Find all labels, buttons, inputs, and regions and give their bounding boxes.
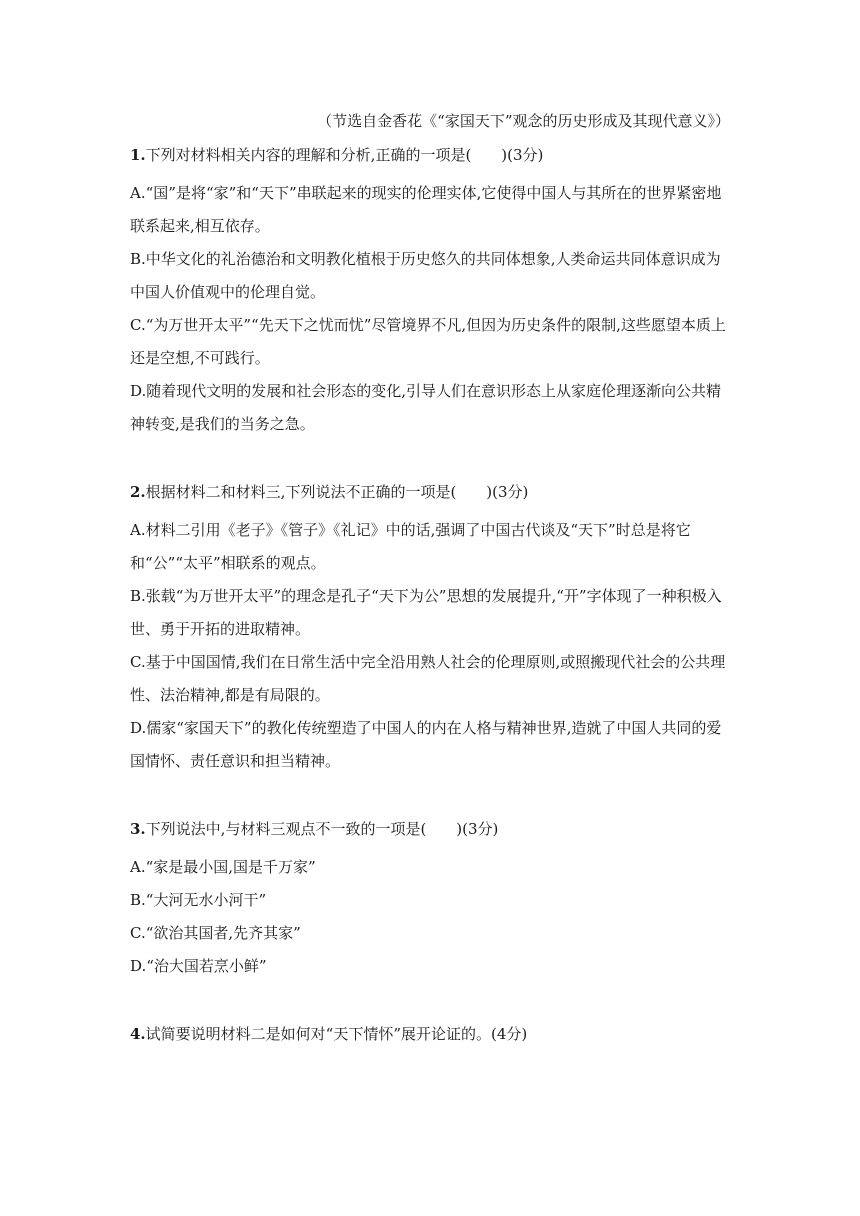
option-a: A.材料二引用《老子》《管子》《礼记》中的话,强调了中国古代谈及“天下”时总是将它和“公”“太平”相联系的观点。	[130, 521, 691, 572]
question-text: 下列说法中,与材料三观点不一致的一项是( )(3分)	[145, 820, 499, 838]
question-number: 1.	[130, 146, 146, 164]
option-b: B.张载“为万世开太平”的理念是孔子“天下为公”思想的发展提升,“开”字体现了一种积极入世、勇于开拓的进取精神。	[130, 587, 722, 638]
question-text: 下列对材料相关内容的理解和分析,正确的一项是( )(3分)	[145, 146, 544, 164]
option-c: C.“为万世开太平”“先天下之忧而忧”尽管境界不凡,但因为历史条件的限制,这些愿望本质上还是空想,不可践行。	[130, 316, 726, 367]
option-d: D.儒家“家国天下”的教化传统塑造了中国人的内在人格与精神世界,造就了中国人共同的爱国情怀、责任意识和担当精神。	[130, 719, 722, 770]
option-b: B.中华文化的礼治德治和文明教化植根于历史悠久的共同体想象,人类命运共同体意识成为中国人价值观中的伦理自觉。	[130, 250, 721, 301]
question-2	[130, 481, 730, 778]
option-d: D.随着现代文明的发展和社会形态的变化,引导人们在意识形态上从家庭伦理逐渐向公共精神转变,是我们的当务之急。	[130, 382, 722, 433]
source-citation: （节选自金香花《“家国天下”观念的历史形成及其现代意义》）	[317, 112, 730, 130]
option-c: C.基于中国国情,我们在日常生活中完全沿用熟人社会的伦理原则,或照搬现代社会的公共理性、法治精神,都是有局限的。	[130, 653, 726, 704]
question-stem	[130, 818, 730, 851]
question-stem	[130, 1023, 730, 1056]
question-4	[130, 1023, 730, 1056]
option-a: A.“家是最小国,国是千万家”	[130, 858, 316, 876]
option-d: D.“治大国若烹小鲜”	[130, 957, 267, 975]
option-b: B.“大河无水小河干”	[130, 891, 267, 909]
question-number: 2.	[130, 483, 146, 501]
question-number: 3.	[130, 820, 146, 838]
option-c: C.“欲治其国者,先齐其家”	[130, 924, 301, 942]
question-stem	[130, 481, 730, 514]
option-a: A.“国”是将“家”和“天下”串联起来的现实的伦理实体,它使得中国人与其所在的世界紧密地联系起来,相互依存。	[130, 184, 722, 235]
question-number: 4.	[130, 1025, 146, 1043]
question-1	[130, 144, 730, 441]
question-3	[130, 818, 730, 983]
question-text: 根据材料二和材料三,下列说法不正确的一项是( )(3分)	[145, 483, 529, 501]
question-stem	[130, 144, 730, 177]
question-text: 试简要说明材料二是如何对“天下情怀”展开论证的。(4分)	[145, 1025, 528, 1043]
